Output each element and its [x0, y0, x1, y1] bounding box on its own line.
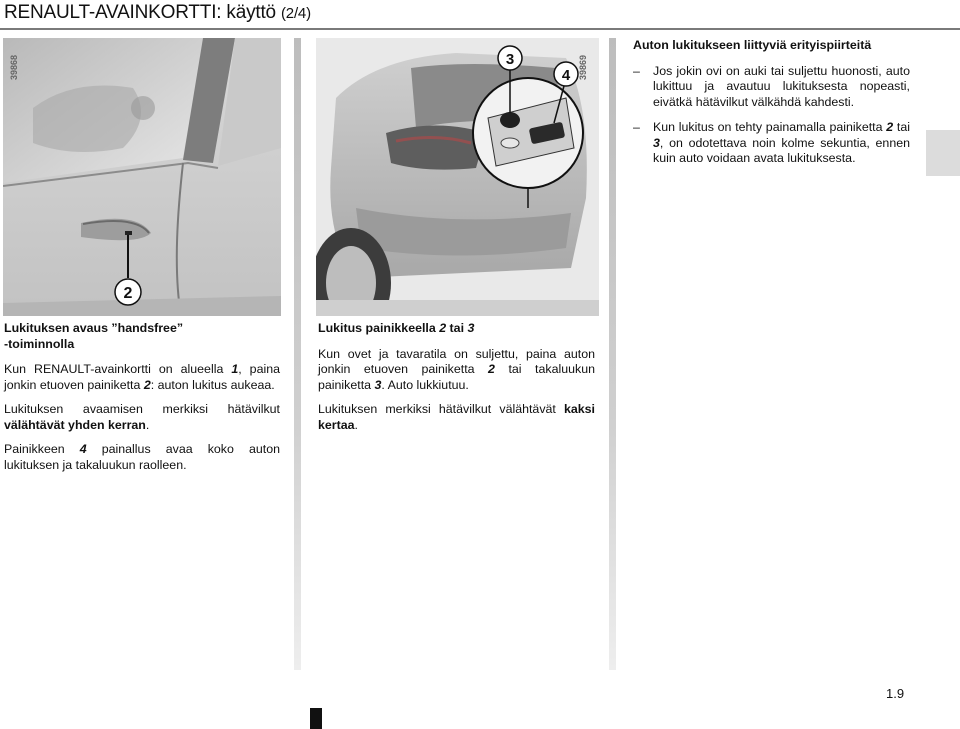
callout-3: 3	[505, 51, 515, 68]
column-1-heading: Lukituksen avaus ”handsfree” -toiminnolla	[4, 321, 184, 351]
footer-marker	[310, 708, 322, 729]
column-2-paragraph-1: Kun ovet ja tavaratila on suljettu, paina auton jonkin etuoven painiketta 2 tai takaluukun painiketta 3. Auto lukkiutuu.	[318, 346, 595, 392]
column-divider-1	[294, 38, 301, 670]
column-1	[4, 321, 280, 482]
column-1-paragraph-2: Lukituksen avaamisen merkiksi hätävilkut välähtävät yhden kerran.	[4, 402, 280, 432]
column-1-paragraph-1: Kun RENAULT-avainkortti on alueella 1, paina jonkin etuoven painiketta 2: auton lukitus aukeaa.	[4, 362, 281, 392]
car-rear-tailgate-illustration	[316, 38, 599, 316]
column-divider-2	[609, 38, 616, 670]
column-2-paragraph-2: Lukituksen merkiksi hätävilkut välähtävät kaksi kertaa.	[318, 402, 595, 432]
figure-number-middle: 39869	[578, 54, 588, 80]
figure-number-left: 39868	[9, 54, 19, 80]
page-title-sub: (2/4)	[281, 5, 311, 22]
column-2	[318, 321, 595, 442]
column-3-heading: Auton lukitukseen liittyviä erityispiirteitä	[633, 38, 872, 52]
figure-door-handle	[3, 38, 281, 316]
column-2-heading: Lukitus painikkeella 2 tai 3	[318, 321, 475, 335]
page-number: 1.9	[886, 686, 905, 701]
dash-list-item-2: – Kun lukitus on tehty painamalla painiketta 2 tai 3, on odotettava noin kolme sekuntia, ennen kuin auto voidaan avata lukituksesta.	[633, 120, 911, 165]
page-title: RENAULT-AVAINKORTTI: käyttö (2/4)	[4, 2, 311, 23]
callout-4: 4	[561, 67, 571, 84]
callout-2: 2	[123, 285, 133, 302]
column-3	[633, 38, 910, 177]
column-1-paragraph-3: Painikkeen 4 painallus avaa koko auton lukituksen ja takaluukun raolleen.	[4, 442, 280, 472]
figure-rear-tailgate	[316, 38, 599, 316]
dash-list-item-1: – Jos jokin ovi on auki tai suljettu huonosti, auto lukittuu ja avautuu lukituksesta nopeasti, eivätkä hätävilkut välkähdä kahdesti.	[633, 63, 910, 109]
title-rule	[0, 28, 960, 30]
chapter-tab-marker	[926, 130, 960, 176]
car-door-handle-illustration	[3, 38, 281, 316]
